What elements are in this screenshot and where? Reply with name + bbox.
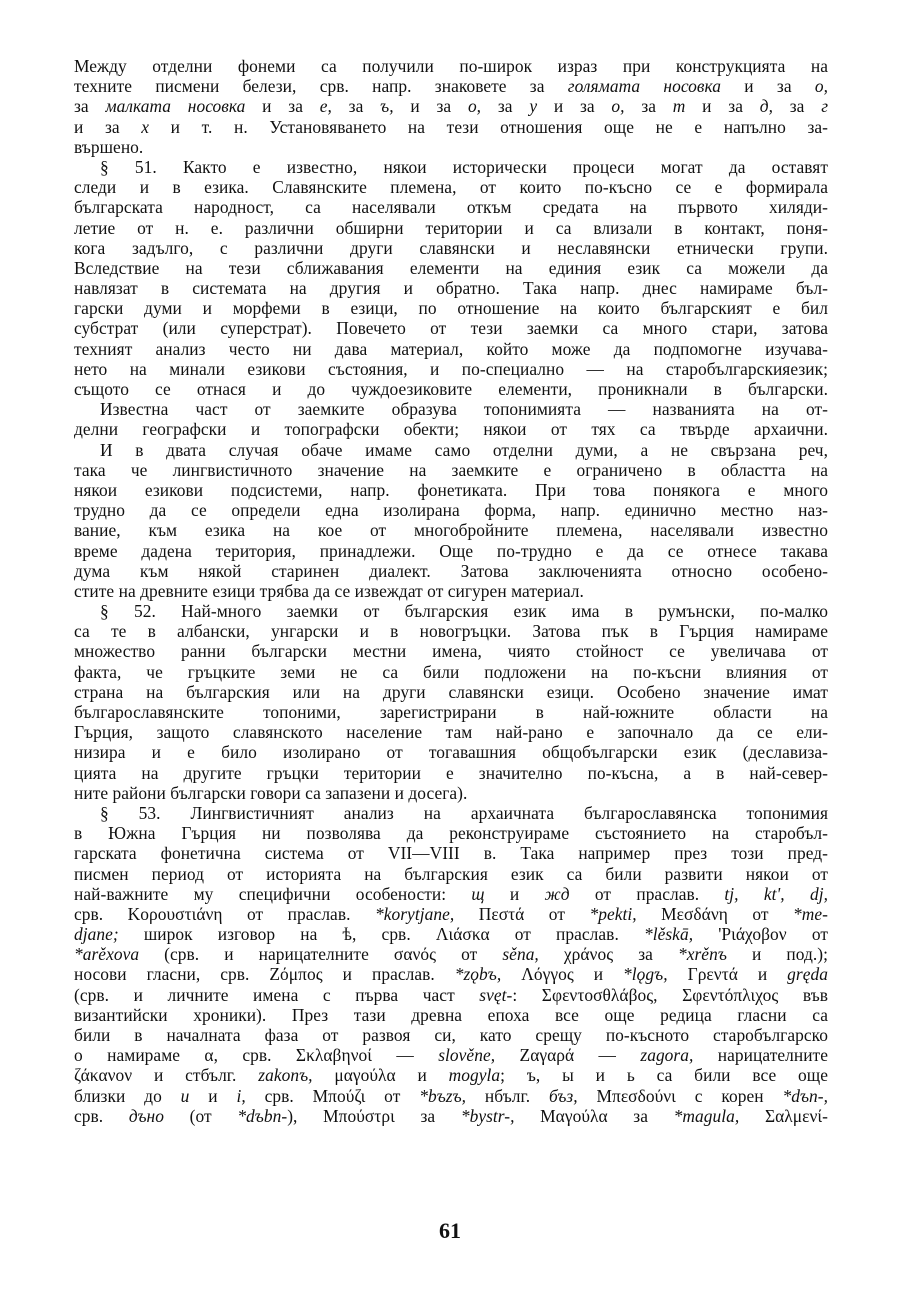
text-line bbox=[74, 904, 828, 924]
italic-text: djane; bbox=[74, 924, 119, 945]
text-segment: техните писмени белези, срв. напр. знаковете за bbox=[74, 76, 568, 97]
text-line bbox=[74, 318, 828, 338]
text-segment: писмен период от историята на българския език са били развити някои от bbox=[74, 863, 828, 884]
text-segment: и за bbox=[74, 116, 142, 137]
text-segment: следи и в езика. Славянските племена, от които по-късно се е формирала bbox=[74, 177, 828, 198]
italic-text: zagora, bbox=[640, 1045, 694, 1066]
text-segment: цията на другите гръцки територии е значително по-късна, а в най-север- bbox=[74, 762, 828, 783]
text-line bbox=[74, 56, 828, 76]
text-segment: § 51. Както е известно, някои исторически процеси могат да оставят bbox=[100, 156, 828, 177]
text-line bbox=[74, 339, 828, 359]
italic-text: малката носовка bbox=[105, 96, 246, 117]
text-segment: (срв. и нарицателните σανός от bbox=[139, 944, 503, 965]
text-segment: нарицателните bbox=[693, 1045, 828, 1066]
text-line bbox=[74, 218, 828, 238]
text-line bbox=[74, 238, 828, 258]
text-segment: нбълг. bbox=[466, 1085, 549, 1106]
text-segment: и за bbox=[537, 96, 612, 117]
text-line bbox=[74, 843, 828, 863]
text-line bbox=[74, 541, 828, 561]
text-line bbox=[74, 964, 828, 984]
text-line bbox=[74, 702, 828, 722]
italic-text: х bbox=[141, 116, 150, 137]
text-segment: множество ранни български местни имена, чиято стойност се увеличава от bbox=[74, 641, 828, 662]
text-line bbox=[74, 803, 828, 823]
text-line bbox=[74, 440, 828, 460]
text-line bbox=[74, 763, 828, 783]
document-page bbox=[74, 56, 828, 1126]
text-line bbox=[74, 460, 828, 480]
text-line bbox=[74, 117, 828, 137]
text-segment: срв. bbox=[74, 1105, 129, 1126]
text-segment: χράνος за bbox=[538, 944, 678, 965]
italic-text: gręda bbox=[787, 964, 828, 985]
text-segment: били в началната фаза от развоя си, като срещу по-късното старобългарско bbox=[74, 1025, 828, 1045]
text-line bbox=[74, 1106, 828, 1126]
italic-text: zakonъ, bbox=[258, 1065, 313, 1086]
italic-text: *bъzъ, bbox=[419, 1085, 467, 1106]
text-line bbox=[74, 177, 828, 197]
italic-text: жд bbox=[544, 883, 570, 904]
italic-text: голямата носовка bbox=[567, 76, 722, 97]
text-segment: византийски хроники). През тази древна епоха все още редица гласни са bbox=[74, 1004, 828, 1025]
text-segment: низира и е било изолирано от тогавашния общобългарски език (деславиза- bbox=[74, 742, 828, 763]
text-segment: Μπεσδούνι с корен bbox=[577, 1085, 783, 1106]
italic-text: *pekti, bbox=[589, 903, 637, 924]
text-segment: за bbox=[481, 96, 530, 117]
italic-text: о, bbox=[611, 96, 625, 117]
text-segment: и т. н. Установяването на тези отношения още не е напълно за- bbox=[149, 116, 828, 137]
text-line bbox=[74, 1025, 828, 1045]
text-line bbox=[74, 1045, 828, 1065]
text-segment: българославянските топоними, зарегистрирани в най-южните области на bbox=[74, 702, 828, 722]
italic-text: *dъn-, bbox=[782, 1085, 829, 1106]
text-segment: ), Μπούστρι за bbox=[287, 1105, 461, 1126]
text-line bbox=[74, 197, 828, 217]
italic-text: е, bbox=[319, 96, 332, 117]
text-segment: : Σφεντοσθλάβος, Σφεντόπλιχος във bbox=[512, 984, 828, 1005]
text-segment: и за bbox=[685, 96, 760, 117]
text-segment: о намираме α, срв. Σκλαβηνοί — bbox=[74, 1045, 439, 1066]
text-segment: субстрат (или суперстрат). Повечето от тези заемки са много стари, затова bbox=[74, 318, 828, 339]
text-segment: стите на древните езици трябва да се извеждат от сигурен материал. bbox=[74, 580, 584, 601]
text-segment: носови гласни, срв. Ζόμπος и праслав. bbox=[74, 964, 455, 985]
text-segment: срв. Μπούζι от bbox=[245, 1085, 420, 1106]
text-line bbox=[74, 722, 828, 742]
text-segment: Πεστά от bbox=[454, 903, 590, 924]
italic-text: *zǫbъ, bbox=[454, 964, 502, 985]
text-line bbox=[74, 419, 828, 439]
text-segment: близки до bbox=[74, 1085, 181, 1106]
text-line bbox=[74, 682, 828, 702]
text-line bbox=[74, 399, 828, 419]
italic-text: mogyla bbox=[448, 1065, 501, 1086]
text-line bbox=[74, 823, 828, 843]
italic-text: *lěskā, bbox=[643, 924, 694, 945]
text-segment: летие от н. е. различни обширни територии и са влизали в контакт, поня- bbox=[74, 217, 828, 238]
text-line bbox=[74, 520, 828, 540]
text-segment: за bbox=[74, 96, 106, 117]
italic-text: tj, kt', dj, bbox=[724, 883, 828, 904]
italic-text: т bbox=[672, 96, 686, 117]
text-segment: Известна част от заемките образува топонимията — названията на от- bbox=[100, 399, 828, 420]
text-line bbox=[74, 581, 828, 601]
italic-text: sěna, bbox=[502, 944, 539, 965]
text-segment: Между отделни фонеми са получили по-широк израз при конструкцията на bbox=[74, 56, 828, 76]
text-line bbox=[74, 258, 828, 278]
text-segment: ζάκανον и стбълг. bbox=[74, 1065, 259, 1086]
italic-text: slověne, bbox=[438, 1045, 496, 1066]
italic-text: *arěxova bbox=[74, 944, 140, 965]
text-line bbox=[74, 1065, 828, 1085]
italic-text: д, bbox=[759, 96, 773, 117]
text-segment: нето на минали езикови състояния, и по-специално — на старобългарскияезик; bbox=[74, 358, 828, 379]
text-segment: Ζαγαρά — bbox=[495, 1045, 641, 1066]
text-line bbox=[74, 1086, 828, 1106]
italic-text: *xrěnъ bbox=[677, 944, 727, 965]
italic-text: бъз, bbox=[548, 1085, 578, 1106]
text-segment: Σαλμενί- bbox=[739, 1105, 828, 1126]
text-segment: страна на българския или на други славянски езици. Особено значение имат bbox=[74, 681, 828, 702]
text-segment: Гърция, защото славянското население там най-рано е започнало да се ели- bbox=[74, 722, 828, 743]
text-line bbox=[74, 641, 828, 661]
text-segment: факта, че гръцките земи не са били подложени на по-късни влияния от bbox=[74, 661, 828, 682]
text-segment: трудно да се определи една изолирана форма, напр. единично местно наз- bbox=[74, 500, 828, 521]
italic-text: щ bbox=[471, 883, 485, 904]
text-line bbox=[74, 601, 828, 621]
text-line bbox=[74, 298, 828, 318]
text-segment: Вследствие на тези сближавания елементи на единия език са можели да bbox=[74, 257, 828, 278]
italic-text: *bystr-, bbox=[460, 1105, 515, 1126]
text-segment: и bbox=[484, 883, 545, 904]
text-segment: най-важните му специфични особености: bbox=[74, 883, 472, 904]
text-line bbox=[74, 96, 828, 116]
text-line bbox=[74, 157, 828, 177]
text-segment: време дадена територия, принадлежи. Още по-трудно е да се отнесе такава bbox=[74, 540, 828, 561]
italic-text: *korytjane, bbox=[374, 903, 455, 924]
text-line bbox=[74, 359, 828, 379]
text-segment: същото се отнася и до чуждоезиковите елементи, проникнали в български. bbox=[74, 379, 828, 399]
text-segment: и за bbox=[245, 96, 320, 117]
text-line bbox=[74, 379, 828, 399]
text-segment: гарската фонетична система от VII—VIII в. Така например през този пред- bbox=[74, 843, 828, 864]
text-segment: Λόγγος и bbox=[501, 964, 624, 985]
text-segment: някои езикови подсистеми, напр. фонетиката. При това понякога е много bbox=[74, 479, 828, 500]
text-line bbox=[74, 1005, 828, 1025]
italic-text: дъно bbox=[128, 1105, 164, 1126]
text-segment: § 52. Най-много заемки от българския език има в румънски, по-малко bbox=[100, 601, 828, 622]
text-segment: са те в албански, унгарски и в новогръцки. Затова пък в Гърция намираме bbox=[74, 621, 828, 642]
text-segment: и за bbox=[393, 96, 468, 117]
text-segment: вършено. bbox=[74, 136, 144, 157]
italic-text: у bbox=[529, 96, 538, 117]
text-segment: ните райони български говори са запазени и досега). bbox=[74, 782, 468, 803]
text-segment: гарски думи и морфеми в езици, по отношение на които българският е бил bbox=[74, 298, 828, 319]
italic-text: u bbox=[180, 1085, 190, 1106]
text-segment: и bbox=[189, 1085, 237, 1106]
text-line bbox=[74, 621, 828, 641]
text-line bbox=[74, 884, 828, 904]
text-segment: Μεσδάνη от bbox=[636, 903, 794, 924]
text-segment: и под.); bbox=[726, 944, 828, 965]
italic-text: i, bbox=[236, 1085, 246, 1106]
text-line bbox=[74, 924, 828, 944]
text-line bbox=[74, 662, 828, 682]
page-number: 61 bbox=[439, 1218, 461, 1243]
text-segment: делни географски и топографски обекти; някои от тях са твърде архаични. bbox=[74, 419, 828, 440]
text-segment: (от bbox=[163, 1105, 238, 1126]
text-segment: от праслав. bbox=[569, 883, 725, 904]
text-segment: ; ъ, ы и ь са били все още bbox=[500, 1065, 829, 1086]
text-line bbox=[74, 944, 828, 964]
italic-text: *lǫgъ, bbox=[623, 964, 668, 985]
text-segment: за bbox=[772, 96, 822, 117]
text-segment: § 53. Лингвистичният анализ на архаичната българославянска топонимия bbox=[100, 802, 828, 823]
text-line bbox=[74, 76, 828, 96]
text-segment: Γρεντά и bbox=[667, 964, 788, 985]
italic-text: *magula, bbox=[673, 1105, 740, 1126]
text-line bbox=[74, 742, 828, 762]
italic-text: *me- bbox=[793, 903, 828, 924]
text-segment: българската народност, са населявали откъм средата на първото хиляди- bbox=[74, 197, 828, 218]
text-line bbox=[74, 278, 828, 298]
text-segment: μαγούλα и bbox=[312, 1065, 449, 1086]
text-line bbox=[74, 985, 828, 1005]
text-line bbox=[74, 783, 828, 803]
text-segment: кога задълго, с различни други славянски и неславянски етнически групи. bbox=[74, 237, 828, 258]
text-segment: и за bbox=[721, 76, 815, 97]
text-line bbox=[74, 137, 828, 157]
text-segment: в Южна Гърция ни позволява да реконструираме състоянието на старобъл- bbox=[74, 823, 828, 844]
text-segment: така че лингвистичното значение на заемките е ограничено в областта на bbox=[74, 459, 828, 480]
text-segment: дума към някой старинен диалект. Затова заключенията относно особено- bbox=[74, 560, 828, 581]
text-segment: за bbox=[624, 96, 673, 117]
text-line bbox=[74, 500, 828, 520]
text-segment: навлязат в системата на другия и обратно. Така напр. днес намираме бъл- bbox=[74, 278, 828, 299]
text-segment: (срв. и личните имена с първа част bbox=[74, 984, 480, 1005]
text-segment: вание, към езика на кое от многобройните племена, населявали известно bbox=[74, 520, 828, 541]
italic-text: о, bbox=[814, 76, 829, 97]
text-segment: 'Ριάχοβον от bbox=[693, 924, 829, 945]
text-segment: Μαγούλα за bbox=[514, 1105, 674, 1126]
text-line bbox=[74, 480, 828, 500]
text-segment: широк изговор на ѣ, срв. Λιάσκα от праслав. bbox=[118, 924, 644, 945]
italic-text: ъ, bbox=[380, 96, 394, 117]
italic-text: о, bbox=[467, 96, 482, 117]
text-segment: срв. Κορουστιάνη от праслав. bbox=[74, 903, 375, 924]
italic-text: г bbox=[821, 96, 829, 117]
text-line bbox=[74, 561, 828, 581]
text-segment: И в двата случая обаче имаме само отделни думи, а не свързана реч, bbox=[100, 439, 828, 460]
text-line bbox=[74, 864, 828, 884]
italic-text: svęt- bbox=[479, 984, 513, 1005]
text-segment: техният анализ често ни дава материал, който може да подпомогне изучава- bbox=[74, 338, 828, 359]
text-segment: за bbox=[331, 96, 381, 117]
italic-text: *dъbn- bbox=[237, 1105, 288, 1126]
